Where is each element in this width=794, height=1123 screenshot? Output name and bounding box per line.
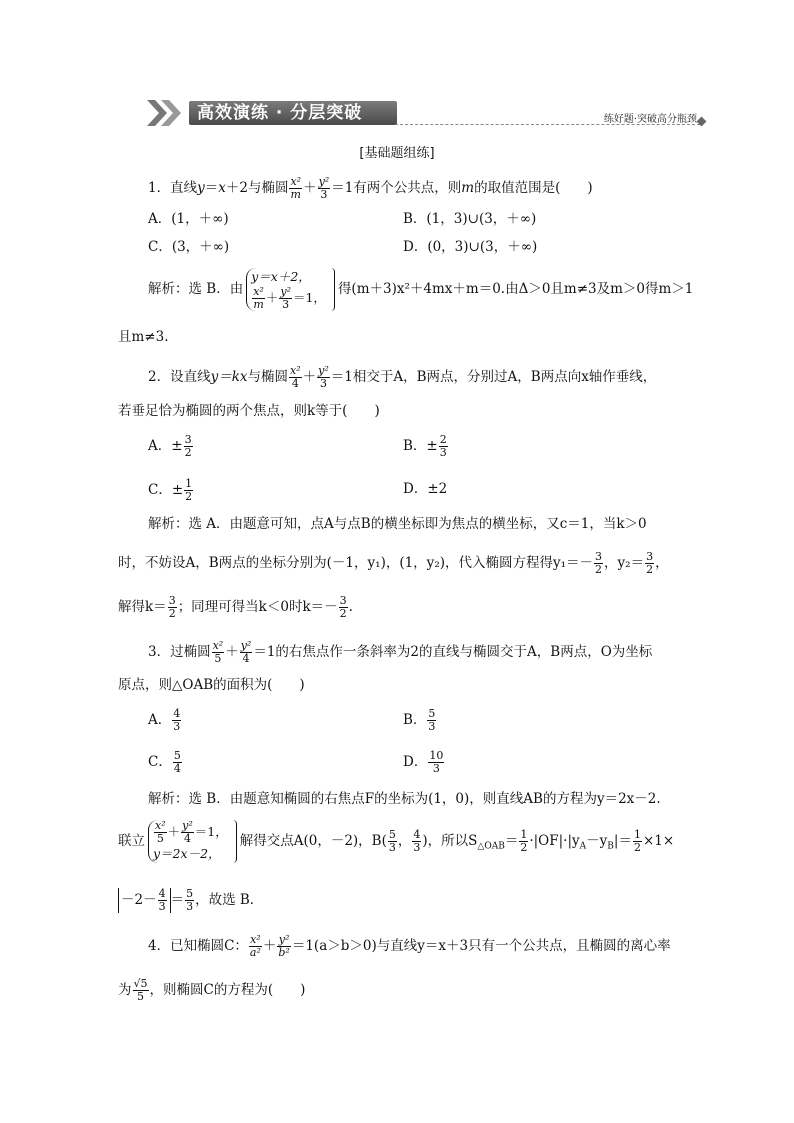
q3-option-b: B． $\frac{5}{3}$ xyxy=(403,707,436,733)
q1-option-a: A．(1，＋∞) xyxy=(148,211,229,227)
fraction: $\frac{\text{y²}}{3}$ xyxy=(318,175,330,201)
question-3-cont: 原点，则△OAB的面积为( ) xyxy=(118,677,305,693)
q2-option-a: A．± $\frac{3}{2}$ xyxy=(148,433,192,459)
equation-system: y＝x＋2， $\frac{\text{x²}}{m}$ ＋ $\frac{\text{y²}}{3}$ ＝1， xyxy=(246,268,335,311)
q1-text4: 的取值范围是( ) xyxy=(474,180,593,196)
q2-option-c: C．± $\frac{1}{2}$ xyxy=(148,477,193,503)
question-2-cont: 若垂足恰为椭圆的两个焦点，则k等于( ) xyxy=(118,403,380,419)
q2-solution-3: 解得k＝ $\frac{3}{2}$ ；同理可得当k＜0时k＝－ $\frac{3}{2}$ . xyxy=(118,594,353,620)
question-4: 4．已知椭圆C： $\frac{\text{x²}}{\text{a²}}$ ＋ $\frac{\text{y²}}{\text{b²}}$ ＝1(a＞b＞0)与直线y＝x＋3只有一个公共点，且椭圆的离心率 xyxy=(148,933,671,959)
q1-text: 1．直线 xyxy=(148,180,198,196)
q2-solution-2: 时，不妨设A，B两点的坐标分别为(－1，y₁)，(1，y₂)，代入椭圆方程得y₁＝－ $\frac{3}{2}$ ，y₂＝ $\frac{3}{2}$ ， xyxy=(118,550,669,576)
q2-option-d: D．±2 xyxy=(403,481,448,497)
fraction: $\frac{\text{x²}}{4}$ xyxy=(290,364,301,390)
fraction: $\frac{\text{x²}}{m}$ xyxy=(290,175,302,201)
equation-system: $\frac{\text{x²}}{5}$ ＋ $\frac{\text{y²}}{4}$ ＝1， y＝2x－2， xyxy=(148,820,237,863)
q1-text2: ＋2与椭圆 xyxy=(225,180,289,196)
q1-eq: ＝ xyxy=(204,180,219,196)
header-caption: 练好题·突破高分瓶颈 xyxy=(603,114,697,125)
q1-var-x: x xyxy=(218,180,226,196)
question-2: 2．设直线y＝kx与椭圆 $\frac{\text{x²}}{4}$ ＋ $\frac{\text{y²}}{3}$ ＝1相交于A，B两点，分别过A，B两点向x轴作垂线， xyxy=(148,364,657,390)
q1-solution: 解析：选 B．由y＝x＋2， $\frac{\text{x²}}{m}$ ＋ $\frac{\text{y²}}{3}$ ＝1，得(m＋3)x²＋4mx＋m＝0.由Δ＞0且m≠3及m＞0得m＞1 xyxy=(148,269,694,311)
q1-option-c: C．(3，＋∞) xyxy=(148,239,230,255)
q3-solution-3: －2－ $\frac{4}{3}$ ＝ $\frac{5}{3}$ ，故选 B． xyxy=(118,888,263,913)
question-1: 1．直线y＝x＋2与椭圆 $\frac{\text{x²}}{m}$ ＋ $\frac{\text{y²}}{3}$ ＝1有两个公共点，则m的取值范围是( ) xyxy=(148,175,593,201)
q1-option-d: D．(0，3)∪(3，＋∞) xyxy=(403,239,538,255)
fraction: $\frac{\text{y²}}{3}$ xyxy=(318,364,329,390)
q3-solution-2: 联立 $\frac{\text{x²}}{5}$ ＋ $\frac{\text{y²}}{4}$ ＝1， y＝2x－2，解得交点A(0，－2)，B( $\frac{5}{3}$ ， $\frac{4}{3}$ )，所以$S_{\triangle OAB}=$ $\frac{1}{2}$ $\cdot|OF|\cdot|y_A-y_B|=$ $\frac{1}{2}$ ×1× xyxy=(118,819,675,861)
q1-var: y xyxy=(197,180,205,196)
q1-solution-end: 且m≠3. xyxy=(118,329,169,345)
section-title: [基础题组练] xyxy=(359,146,435,161)
q3-solution-1: 解析：选 B．由题意知椭圆的右焦点F的坐标为(1，0)，则直线AB的方程为y＝2x－2. xyxy=(148,791,661,807)
banner-title: 高效演练 · 分层突破 xyxy=(189,101,397,125)
q2-option-b: B．± $\frac{2}{3}$ xyxy=(403,433,447,459)
q1-option-b: B．(1，3)∪(3，＋∞) xyxy=(403,211,537,227)
header-banner xyxy=(145,98,395,128)
q3-option-c: C． $\frac{5}{4}$ xyxy=(148,749,181,775)
q3-option-d: D． $\frac{10}{3}$ xyxy=(403,749,444,775)
q2-solution-1: 解析：选 A．由题意可知，点A与点B的横坐标即为焦点的横坐标，又c＝1，当k＞0 xyxy=(148,516,647,532)
q1-text3: ＝1有两个公共点，则 xyxy=(331,180,462,196)
question-3: 3．过椭圆 $\frac{\text{x²}}{5}$ ＋ $\frac{\text{y²}}{4}$ ＝1的右焦点作一条斜率为2的直线与椭圆交于A，B两点，O为坐标 xyxy=(148,639,653,665)
chevron-arrows-icon xyxy=(145,98,191,128)
q3-option-a: A． $\frac{4}{3}$ xyxy=(148,707,181,733)
question-4-cont: 为 $\frac{√5}{5}$ ，则椭圆C的方程为( ) xyxy=(118,977,306,1003)
